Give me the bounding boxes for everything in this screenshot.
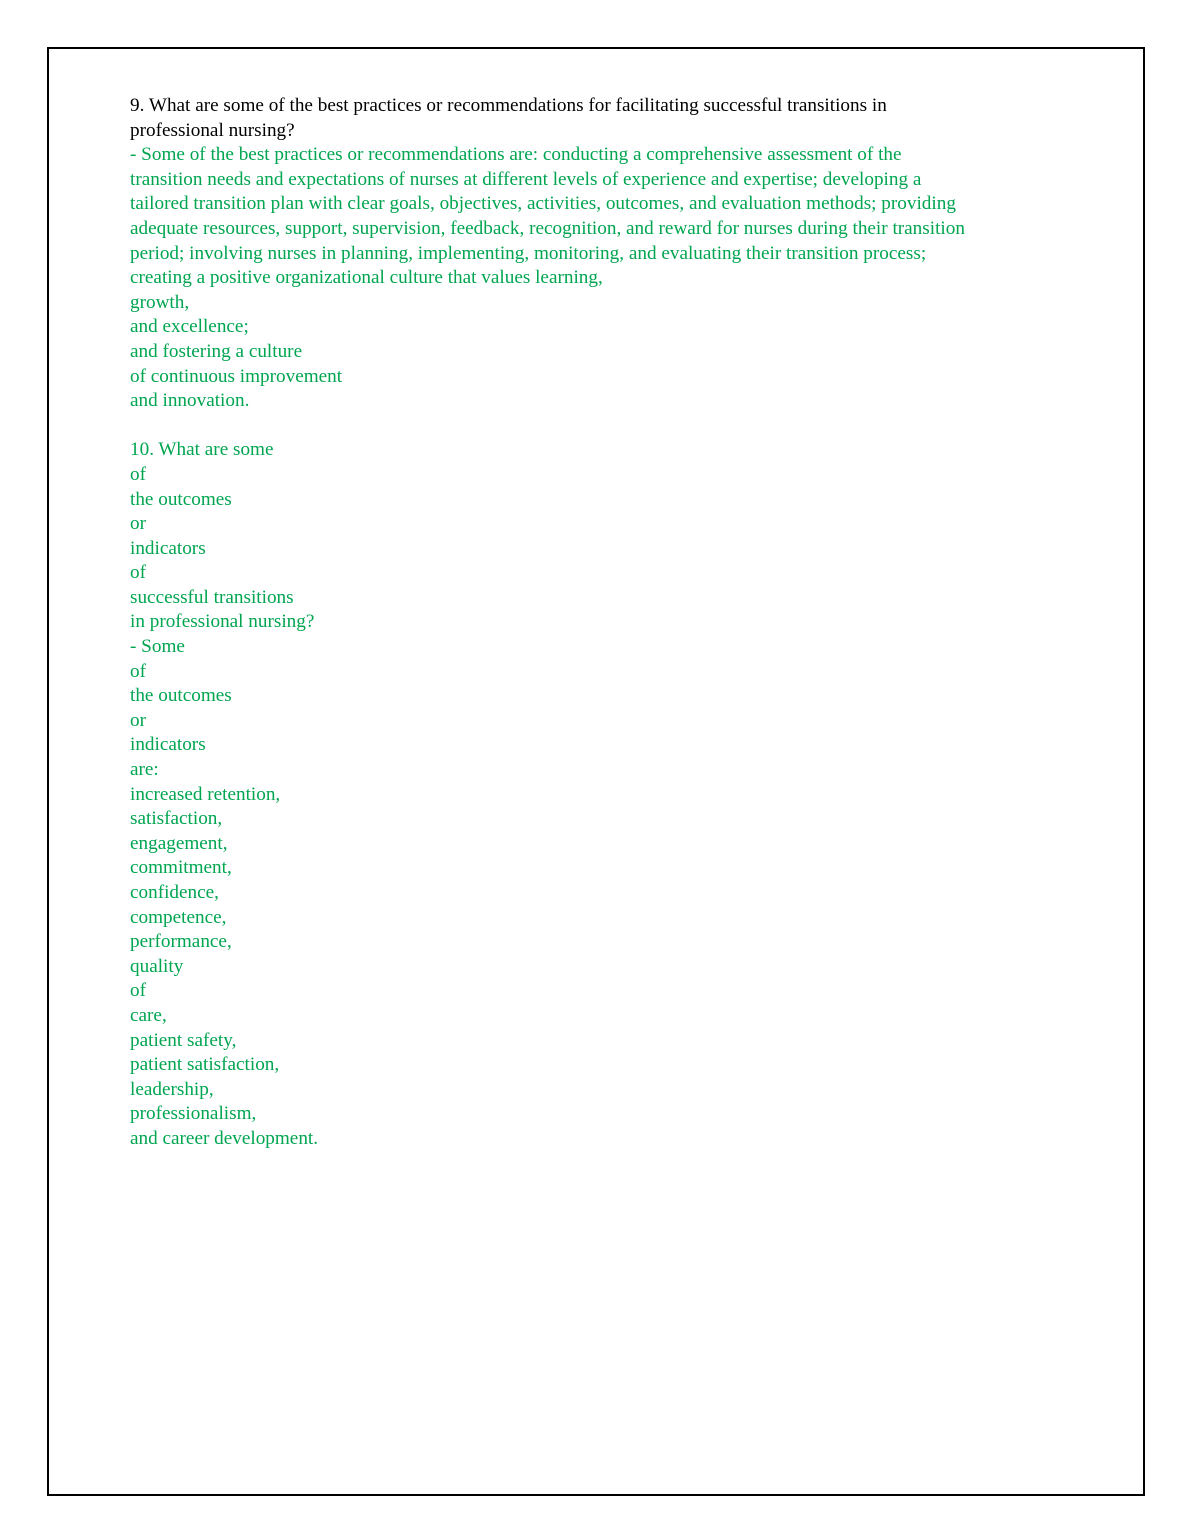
text-line: leadership, — [130, 1078, 214, 1100]
answer-line: and innovation. — [130, 390, 250, 412]
text-line: the outcomes — [130, 488, 232, 510]
text-line: and career development. — [130, 1127, 319, 1149]
text-line: the outcomes — [130, 685, 232, 707]
text-line: professionalism, — [130, 1103, 257, 1125]
text-line: quality — [130, 955, 184, 977]
text-line: competence, — [130, 906, 227, 928]
text-line: satisfaction, — [130, 808, 223, 830]
answer-line: tailored transition plan with clear goals, objectives, activities, outcomes, and evaluation methods; providing — [130, 193, 956, 215]
text-line: confidence, — [130, 882, 219, 903]
text-line: of — [130, 980, 146, 1002]
text-line: - Some — [130, 636, 185, 658]
text-line: engagement, — [130, 832, 228, 854]
text-line: 10. What are some — [130, 439, 274, 461]
answer-line: adequate resources, support, supervision, feedback, recognition, and reward for nurses during their transition — [130, 217, 965, 239]
text-line: or — [130, 513, 146, 535]
question-9 — [130, 94, 965, 143]
text-line: of — [130, 660, 146, 682]
text-line: patient safety, — [130, 1029, 237, 1051]
answer-line: growth, — [130, 291, 190, 313]
document-body — [130, 94, 965, 1152]
text-line: indicators — [130, 537, 206, 559]
answer-9 — [130, 143, 965, 414]
answer-line: transition needs and expectations of nurses at different levels of experience and expertise; developing a — [130, 168, 922, 190]
text-line: commitment, — [130, 857, 232, 879]
answer-line: of continuous improvement — [130, 365, 343, 387]
text-line: patient satisfaction, — [130, 1054, 280, 1076]
answer-line: and excellence; — [130, 316, 249, 338]
text-line: indicators — [130, 734, 206, 756]
text-line: successful transitions — [130, 586, 294, 608]
text-line: increased retention, — [130, 783, 281, 805]
answer-line: period; involving nurses in planning, implementing, monitoring, and evaluating their transition process; — [130, 242, 927, 264]
spacer — [130, 414, 965, 439]
answer-line: and fostering a culture — [130, 340, 303, 362]
question-answer-10 — [130, 438, 965, 1151]
question-line: 9. What are some of the best practices or recommendations for facilitating successful transitions in — [130, 95, 887, 116]
question-line: professional nursing? — [130, 119, 295, 141]
text-line: or — [130, 709, 146, 731]
answer-line: creating a positive organizational culture that values learning, — [130, 267, 603, 289]
text-line: in professional nursing? — [130, 611, 315, 633]
text-line: of — [130, 562, 146, 584]
text-line: are: — [130, 759, 159, 781]
answer-line: - Some of the best practices or recommendations are: conducting a comprehensive assessment of the — [130, 144, 902, 166]
text-line: performance, — [130, 931, 232, 953]
text-line: care, — [130, 1004, 167, 1026]
text-line: of — [130, 463, 146, 485]
